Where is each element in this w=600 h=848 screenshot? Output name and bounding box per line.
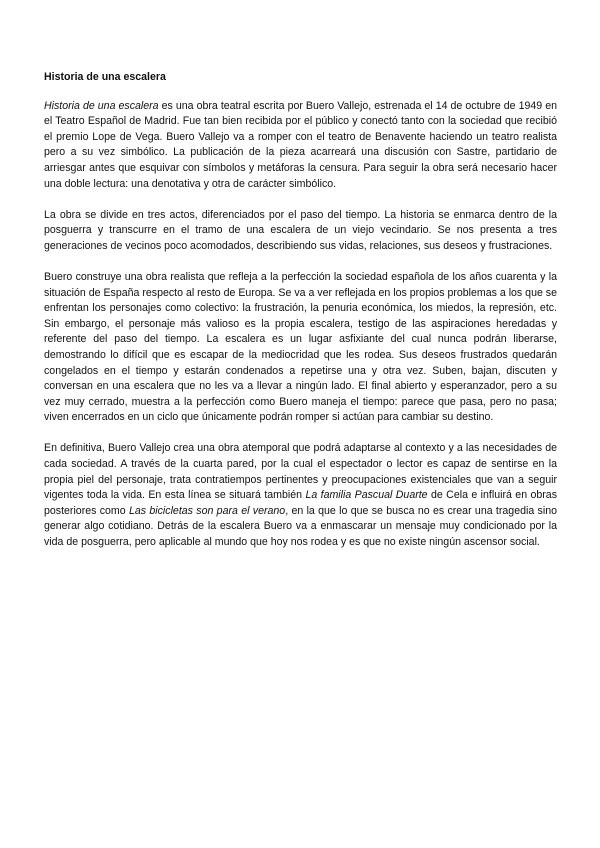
paragraph-realism <box>44 270 557 426</box>
paragraph-text: Buero construye una obra realista que refleja a la perfección la sociedad española de los años cuarenta y la situación de España respecto al resto de Europa. Se va a ver reflejada en los propios problemas a los que se enfrentan los personajes como colectivo: la frustración, la penuria económica, los miedos, la represión, etc. Sin embargo, el personaje más valioso es la propia escalera, testigo de las aspiraciones heredadas y referente del paso del tiempo. La escalera es un lugar asfixiante del cual nunca podrán liberarse, demostrando lo difícil que es escapar de la mediocridad que les rodea. Sus deseos frustrados quedarán congelados en el tiempo y estarán condenados a repetirse una y otra vez. Suben, bajan, discuten y conversan en una escalera que no les va a llevar a ningún lado. El final abierto y esperanzador, pero a su vez muy cerrado, muestra a la perfección como Buero maneja el tiempo: parece que pasa, pero no pasa; viven encerrados en un ciclo que únicamente podrán romper si actúan para cambiar su destino. <box>44 270 557 424</box>
paragraph-text: , en la que lo que se busca no es crear una tragedia sino generar algo cotidiano. Detrás de la escalera Buero va a enmascarar un mensaje muy condicionado por la vida de posguerra, pero aplicable al mundo que hoy nos rodea y es que no existe ningún ascensor social. <box>44 504 557 548</box>
paragraph-intro <box>44 99 557 193</box>
document-page <box>44 70 557 566</box>
work-title-italic: La familia Pascual Duarte <box>305 489 428 502</box>
paragraph-conclusion <box>44 441 557 550</box>
play-title-italic: Historia de una escalera <box>44 99 159 112</box>
paragraph-structure <box>44 208 557 255</box>
paragraph-text: La obra se divide en tres actos, diferenciados por el paso del tiempo. La historia se enmarca dentro de la posguerra y transcurre en el tramo de una escalera de un viejo vecindario. Se nos presenta a tres generaciones de vecinos poco acomodados, describiendo sus vidas, relaciones, sus deseos y frustraciones. <box>44 208 557 252</box>
document-title: Historia de una escalera <box>44 71 166 83</box>
work-title-italic: Las bicicletas son para el verano <box>128 504 286 517</box>
paragraph-text: de Cela e influirá en obras posteriores como <box>44 489 557 517</box>
paragraph-text: En definitiva, Buero Vallejo crea una obra atemporal que podrá adaptarse al contexto y a las necesidades de cada sociedad. A través de la cuarta pared, por la cual el espectador o lector es capaz de sentirse en la propia piel del personaje, trata contratiempos pertinentes y preocupaciones existenciales que van a seguir vigentes toda la vida. En esta línea se situará también <box>44 442 557 502</box>
paragraph-text: es una obra teatral escrita por Buero Vallejo, estrenada el 14 de octubre de 1949 en el Teatro Español de Madrid. Fue tan bien recibida por el público y conectó tanto con la sociedad que recibió el premio Lope de Vega. Buero Vallejo va a romper con el teatro de Benavente haciendo un teatro realista pero a su vez simbólico. La publicación de la pieza acarreará una discusión con Sastre, partidario de arriesgar antes que esquivar con símbolos y metáforas la censura. Para seguir la obra será necesario hacer una doble lectura: una denotativa y otra de carácter simbólico. <box>44 99 557 190</box>
